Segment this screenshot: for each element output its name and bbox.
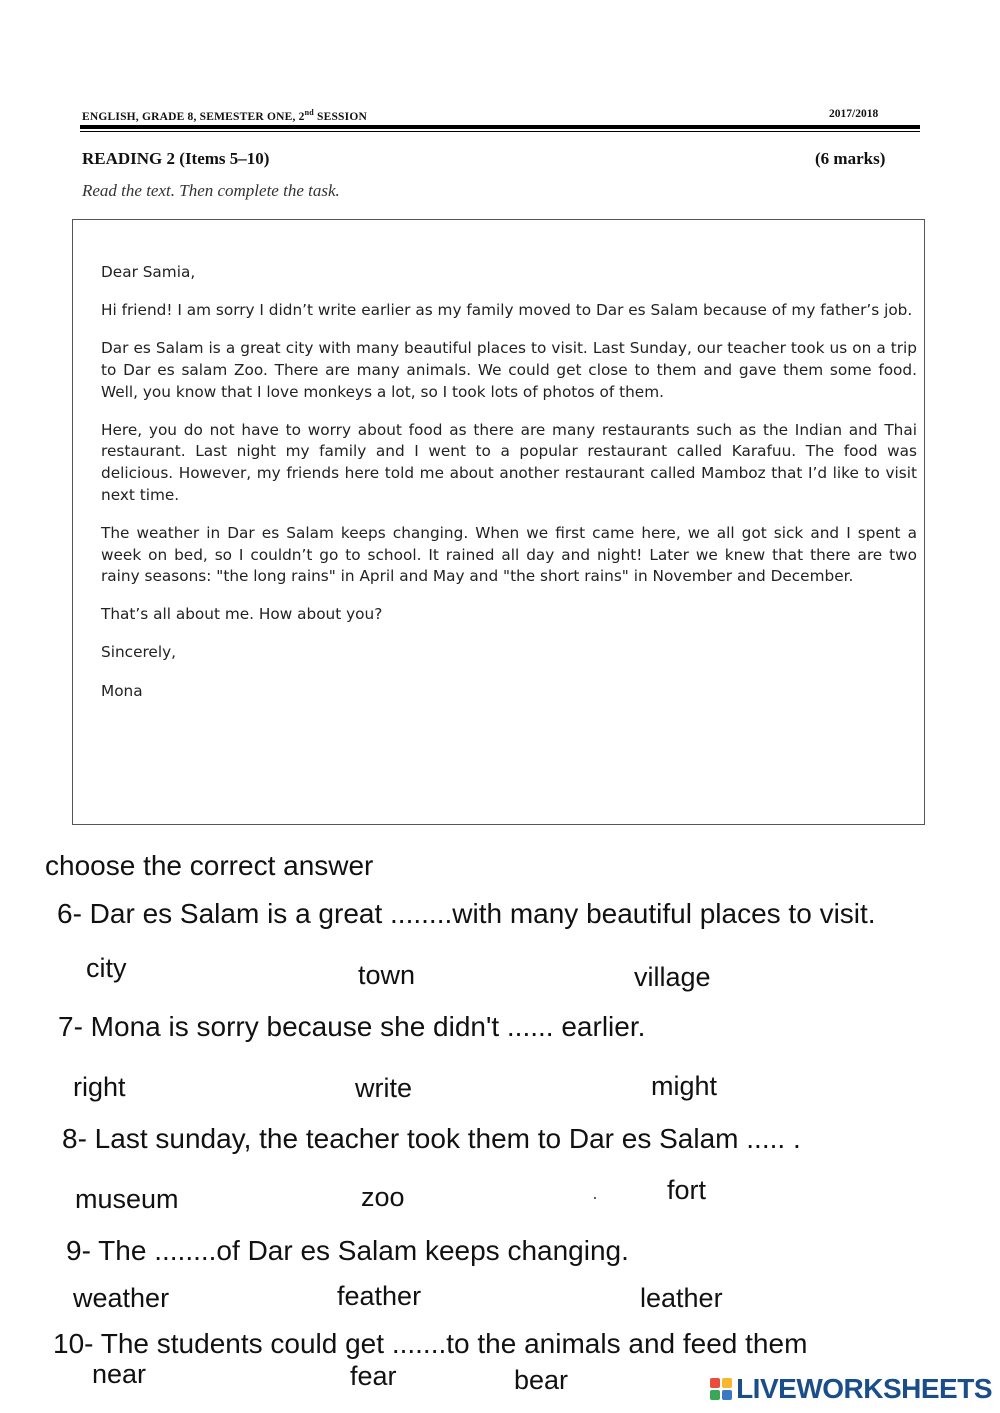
letter-closing: Sincerely,: [101, 643, 177, 662]
option-9-leather[interactable]: leather: [640, 1283, 723, 1313]
option-7-might[interactable]: might: [651, 1071, 718, 1101]
option-8-museum[interactable]: museum: [75, 1184, 179, 1214]
question-9: 9- The ........of Dar es Salam keeps changing.: [66, 1235, 629, 1266]
exam-year: 2017/2018: [829, 108, 879, 120]
header-divider-thin: [80, 131, 920, 132]
letter-box: [72, 219, 925, 825]
course-title-superscript: nd: [304, 108, 314, 117]
letter-signature: Mona: [101, 681, 143, 700]
liveworksheets-logo-text: LIVEWORKSHEETS: [736, 1373, 992, 1404]
option-8-zoo[interactable]: zoo: [361, 1182, 405, 1212]
exam-header: [82, 108, 367, 123]
liveworksheets-logo: [710, 1373, 992, 1405]
option-10-fear[interactable]: fear: [350, 1361, 397, 1391]
stray-dot: [594, 1197, 596, 1199]
question-8: 8- Last sunday, the teacher took them to Dar es Salam ..... .: [62, 1123, 801, 1154]
option-8-fort[interactable]: fort: [667, 1175, 707, 1205]
header-divider-thick: [80, 125, 920, 129]
option-7-write[interactable]: write: [355, 1073, 413, 1103]
letter-greeting: Dear Samia,: [101, 263, 196, 281]
question-10: 10- The students could get .......to the animals and feed them: [53, 1328, 808, 1359]
letter-paragraph-4: The weather in Dar es Salam keeps changing. When we first came here, we all got sick and I spent a week on bed, so I couldn’t go to school. It rained all day and night! Later we knew that there are two rainy seasons: "the long rains" in April and May and "the short rains" in November and December.: [101, 523, 917, 586]
option-6-village[interactable]: village: [634, 962, 711, 992]
liveworksheets-logo-icon: [710, 1378, 732, 1400]
option-10-bear[interactable]: bear: [514, 1365, 569, 1395]
letter-paragraph-1: Hi friend! I am sorry I didn’t write earlier as my family moved to Dar es Salam because of my father’s job.: [101, 301, 913, 320]
letter-text: [101, 262, 917, 719]
question-7: 7- Mona is sorry because she didn't ...... earlier.: [58, 1011, 646, 1042]
reading-instruction: Read the text. Then complete the task.: [82, 181, 340, 200]
letter-paragraph-5: That’s all about me. How about you?: [101, 605, 383, 624]
course-title-tail: SESSION: [313, 110, 367, 123]
option-6-town[interactable]: town: [358, 960, 416, 990]
option-10-near[interactable]: near: [92, 1359, 147, 1389]
option-7-right[interactable]: right: [73, 1072, 126, 1102]
option-6-city[interactable]: city: [86, 953, 127, 983]
option-9-feather[interactable]: feather: [337, 1281, 422, 1311]
section-title: READING 2 (Items 5–10): [82, 149, 270, 168]
course-title: ENGLISH, GRADE 8, SEMESTER ONE, 2: [82, 110, 305, 123]
letter-paragraph-3: Here, you do not have to worry about food as there are many restaurants such as the Indian and Thai restaurant. Last night my family and I went to a popular restaurant called Karafuu. The food was delicious. However, my friends here told me about another restaurant called Mamboz that I’d like to visit next time.: [101, 420, 917, 504]
letter-paragraph-2: Dar es Salam is a great city with many beautiful places to visit. Last Sunday, our teacher took us on a trip to Dar es salam Zoo. There are many animals. We could get close to them and gave them some food. Well, you know that I love monkeys a lot, so I took lots of photos of them.: [101, 339, 917, 401]
task-instruction: choose the correct answer: [45, 850, 374, 881]
option-9-weather[interactable]: weather: [73, 1283, 170, 1313]
section-marks: (6 marks): [815, 149, 886, 168]
question-6: 6- Dar es Salam is a great ........with many beautiful places to visit.: [57, 898, 876, 929]
